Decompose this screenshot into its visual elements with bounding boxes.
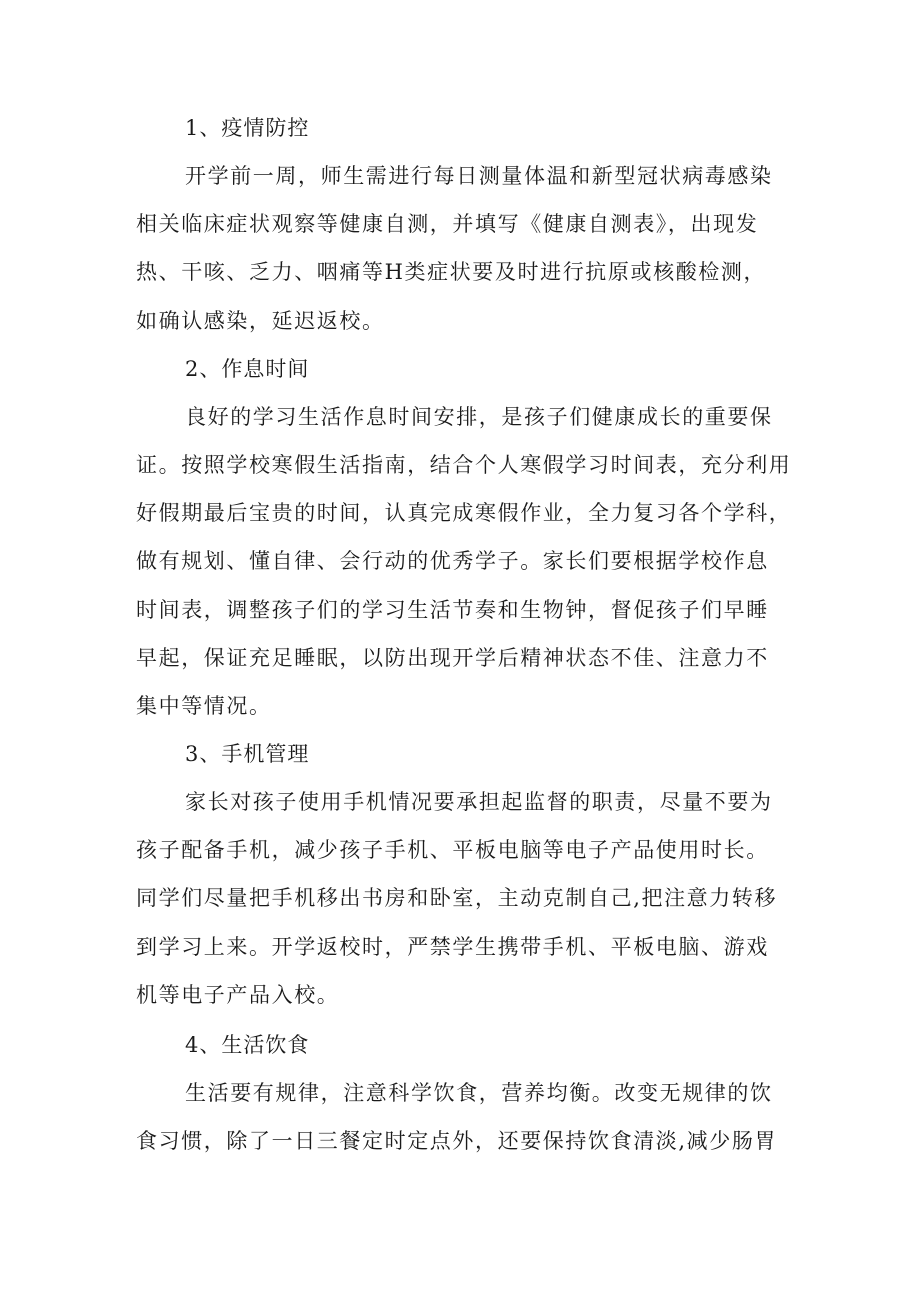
section-diet xyxy=(136,1021,788,1165)
paragraph-line: 同学们尽量把手机移出书房和卧室，主动克制自己,把注意力转移 xyxy=(136,886,778,911)
paragraph-line: 好假期最后宝贵的时间，认真完成寒假作业，全力复习各个学科， xyxy=(136,501,792,526)
paragraph-line: 证。按照学校寒假生活指南，结合个人寒假学习时间表，充分利用 xyxy=(136,452,792,477)
section-heading: 1、疫情防控 xyxy=(185,116,310,140)
paragraph-line: 良好的学习生活作息时间安排，是孩子们健康成长的重要保 xyxy=(185,404,773,429)
paragraph-line: 到学习上来。开学返校时，严禁学生携带手机、平板电脑、游戏 xyxy=(136,934,769,959)
paragraph-line: 家长对孩子使用手机情况要承担起监督的职责，尽量不要为 xyxy=(185,790,773,815)
document-page xyxy=(136,104,792,1165)
section-heading: 3、手机管理 xyxy=(185,742,310,767)
paragraph-line: 做有规划、懂自律、会行动的优秀学子。家长们要根据学校作息 xyxy=(136,549,769,574)
paragraph-line: 生活要有规律，注意科学饮食，营养均衡。改变无规律的饮 xyxy=(185,1081,773,1105)
paragraph-line: 早起，保证充足睡眠，以防出现开学后精神状态不佳、注意力不 xyxy=(136,645,769,670)
paragraph-line: 热、干咳、乏力、咽痛等H类症状要及时进行抗原或核酸检测， xyxy=(136,260,767,285)
paragraph-line: 集中等情况。 xyxy=(136,693,272,718)
paragraph-line: 相关临床症状观察等健康自测，并填写《健康自测表》，出现发 xyxy=(136,212,759,237)
paragraph-line: 机等电子产品入校。 xyxy=(136,982,340,1007)
paragraph-line: 孩子配备手机，减少孩子手机、平板电脑等电子产品使用时长。 xyxy=(136,838,769,863)
section-heading: 4、生活饮食 xyxy=(185,1033,310,1057)
section-schedule xyxy=(136,345,792,730)
section-epidemic-control xyxy=(136,104,788,345)
paragraph-line: 开学前一周，师生需进行每日测量体温和新型冠状病毒感染 xyxy=(185,164,773,188)
section-phone-management xyxy=(136,730,788,1019)
section-heading: 2、作息时间 xyxy=(185,356,310,381)
paragraph-line: 如确认感染，延迟返校。 xyxy=(136,308,385,333)
paragraph-line: 时间表，调整孩子们的学习生活节奏和生物钟，督促孩子们早睡 xyxy=(136,597,769,622)
paragraph-line: 食习惯，除了一日三餐定时定点外，还要保持饮食清淡,减少肠胃 xyxy=(136,1129,778,1154)
